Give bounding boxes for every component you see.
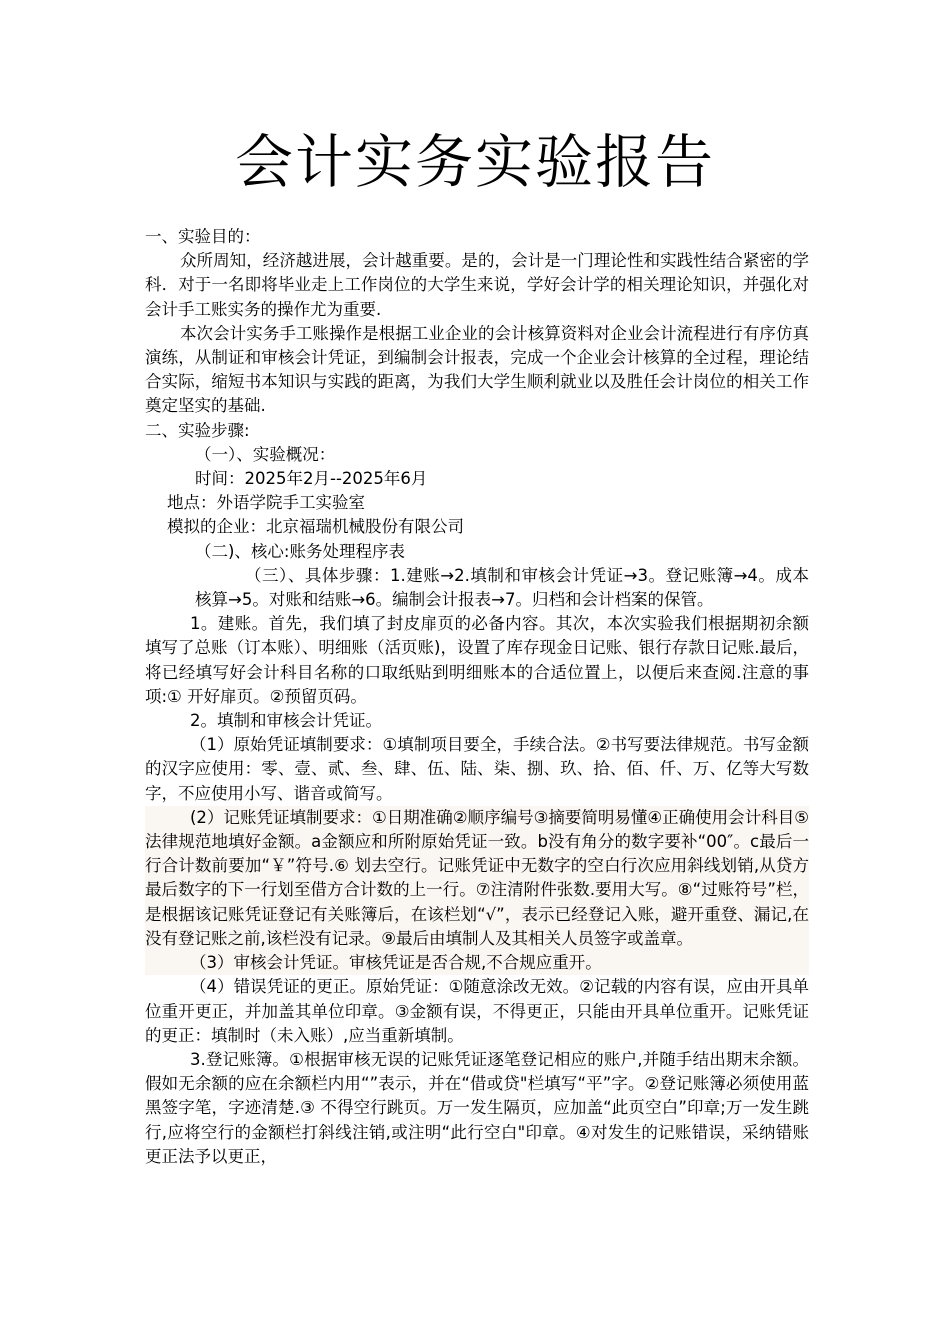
step-1-paragraph: 1。建账。首先，我们填了封皮扉页的必备内容。其次，本次实验我们根据期初余额填写了总账（订本账）、明细账（活页账)，设置了库存现金日记账、银行存款日记账.最后，将已经填写好会计科目名称的口取纸贴到明细账本的合适位置上，以便后来查阅.注意的事项:① 开好扉页。②预留页码。 <box>145 614 809 706</box>
step-2-3-paragraph: （3）审核会计凭证。审核凭证是否合规,不合规应重开。 <box>190 953 602 973</box>
document-body <box>145 225 809 1169</box>
document-title: 会计实务实验报告 <box>234 128 715 196</box>
subheading-core: （二)、核心:账务处理程序表 <box>195 541 405 561</box>
step-2-2-paragraph: (2）记账凭证填制要求：①日期准确②顺序编号③摘要简明易懂④正确使用会计科目⑤法律规范地填好金额。a金额应和所附原始凭证一致。b没有角分的数字要补“00″。c最后一行合计数前要加“￥”符号.⑥ 划去空行。记账凭证中无数字的空白行次应用斜线划销,从贷方最后数字的下一行划至借方合计数的上一行。⑦注清附件张数.要用大写。⑧“过账符号”栏，是根据该记账凭证登记有关账簿后，在该栏划“√”，表示已经登记入账，避开重登、漏记,在没有登记账之前,该栏没有记录。⑨最后由填制人及其相关人员签字或盖章。 <box>145 807 809 948</box>
step-2-4-paragraph: （4）错误凭证的更正。原始凭证：①随意涂改无效。②记载的内容有误，应由开具单位重开更正，并加盖其单位印章。③金额有误，不得更正，只能由开具单位重开。记账凭证的更正：填制时（未入账）,应当重新填制。 <box>145 977 809 1045</box>
step-2-heading: 2。填制和审核会计凭证。 <box>190 711 382 731</box>
section-heading-steps: 二、实验步骤: <box>145 420 250 440</box>
subheading-overview: （一）、实验概况： <box>195 444 336 464</box>
overview-location: 地点：外语学院手工实验室 <box>167 493 365 513</box>
step-2-1-paragraph: （1）原始凭证填制要求：①填制项目要全，手续合法。②书写要法律规范。书写金额的汉字应使用：零、壹、贰、叁、肆、伍、陆、柒、捌、玖、拾、佰、仟、万、亿等大写数字，不应使用小写、谐音或简写。 <box>145 735 809 803</box>
paragraph: 本次会计实务手工账操作是根据工业企业的会计核算资料对企业会计流程进行有序仿真演练，从制证和审核会计凭证，到编制会计报表，完成一个企业会计核算的全过程，理论结合实际，缩短书本知识与实践的距离，为我们大学生顺利就业以及胜任会计岗位的相关工作奠定坚实的基础. <box>145 323 809 416</box>
step-3-paragraph: 3.登记账簿。①根据审核无误的记账凭证逐笔登记相应的账户,并随手结出期末余额。假如无余额的应在余额栏内用“”表示，并在“借或贷"栏填写“平”字。②登记账簿必须使用蓝黑签字笔，字迹清楚.③ 不得空行跳页。万一发生隔页，应加盖“此页空白”印章;万一发生跳行,应将空行的金额栏打斜线注销,或注明“此行空白"印章。④对发生的记账错误，采纳错账更正法予以更正， <box>145 1049 809 1166</box>
overview-company: 模拟的企业：北京福瑞机械股份有限公司 <box>167 517 464 537</box>
overview-time: 时间：2025年2月--2025年6月 <box>195 469 428 489</box>
shaded-block <box>145 806 809 975</box>
subheading-steps: （三）、具体步骤：1.建账→2.填制和审核会计凭证→3。登记账簿→4。成本核算→5。对账和结账→6。编制会计报表→7。归档和会计档案的保管。 <box>195 565 809 610</box>
paragraph: 众所周知，经济越进展，会计越重要。是的，会计是一门理论性和实践性结合紧密的学科．对于一名即将毕业走上工作岗位的大学生来说，学好会计学的相关理论知识，并强化对会计手工账实务的操作尤为重要. <box>145 251 809 319</box>
section-heading-purpose: 一、实验目的： <box>145 227 261 246</box>
